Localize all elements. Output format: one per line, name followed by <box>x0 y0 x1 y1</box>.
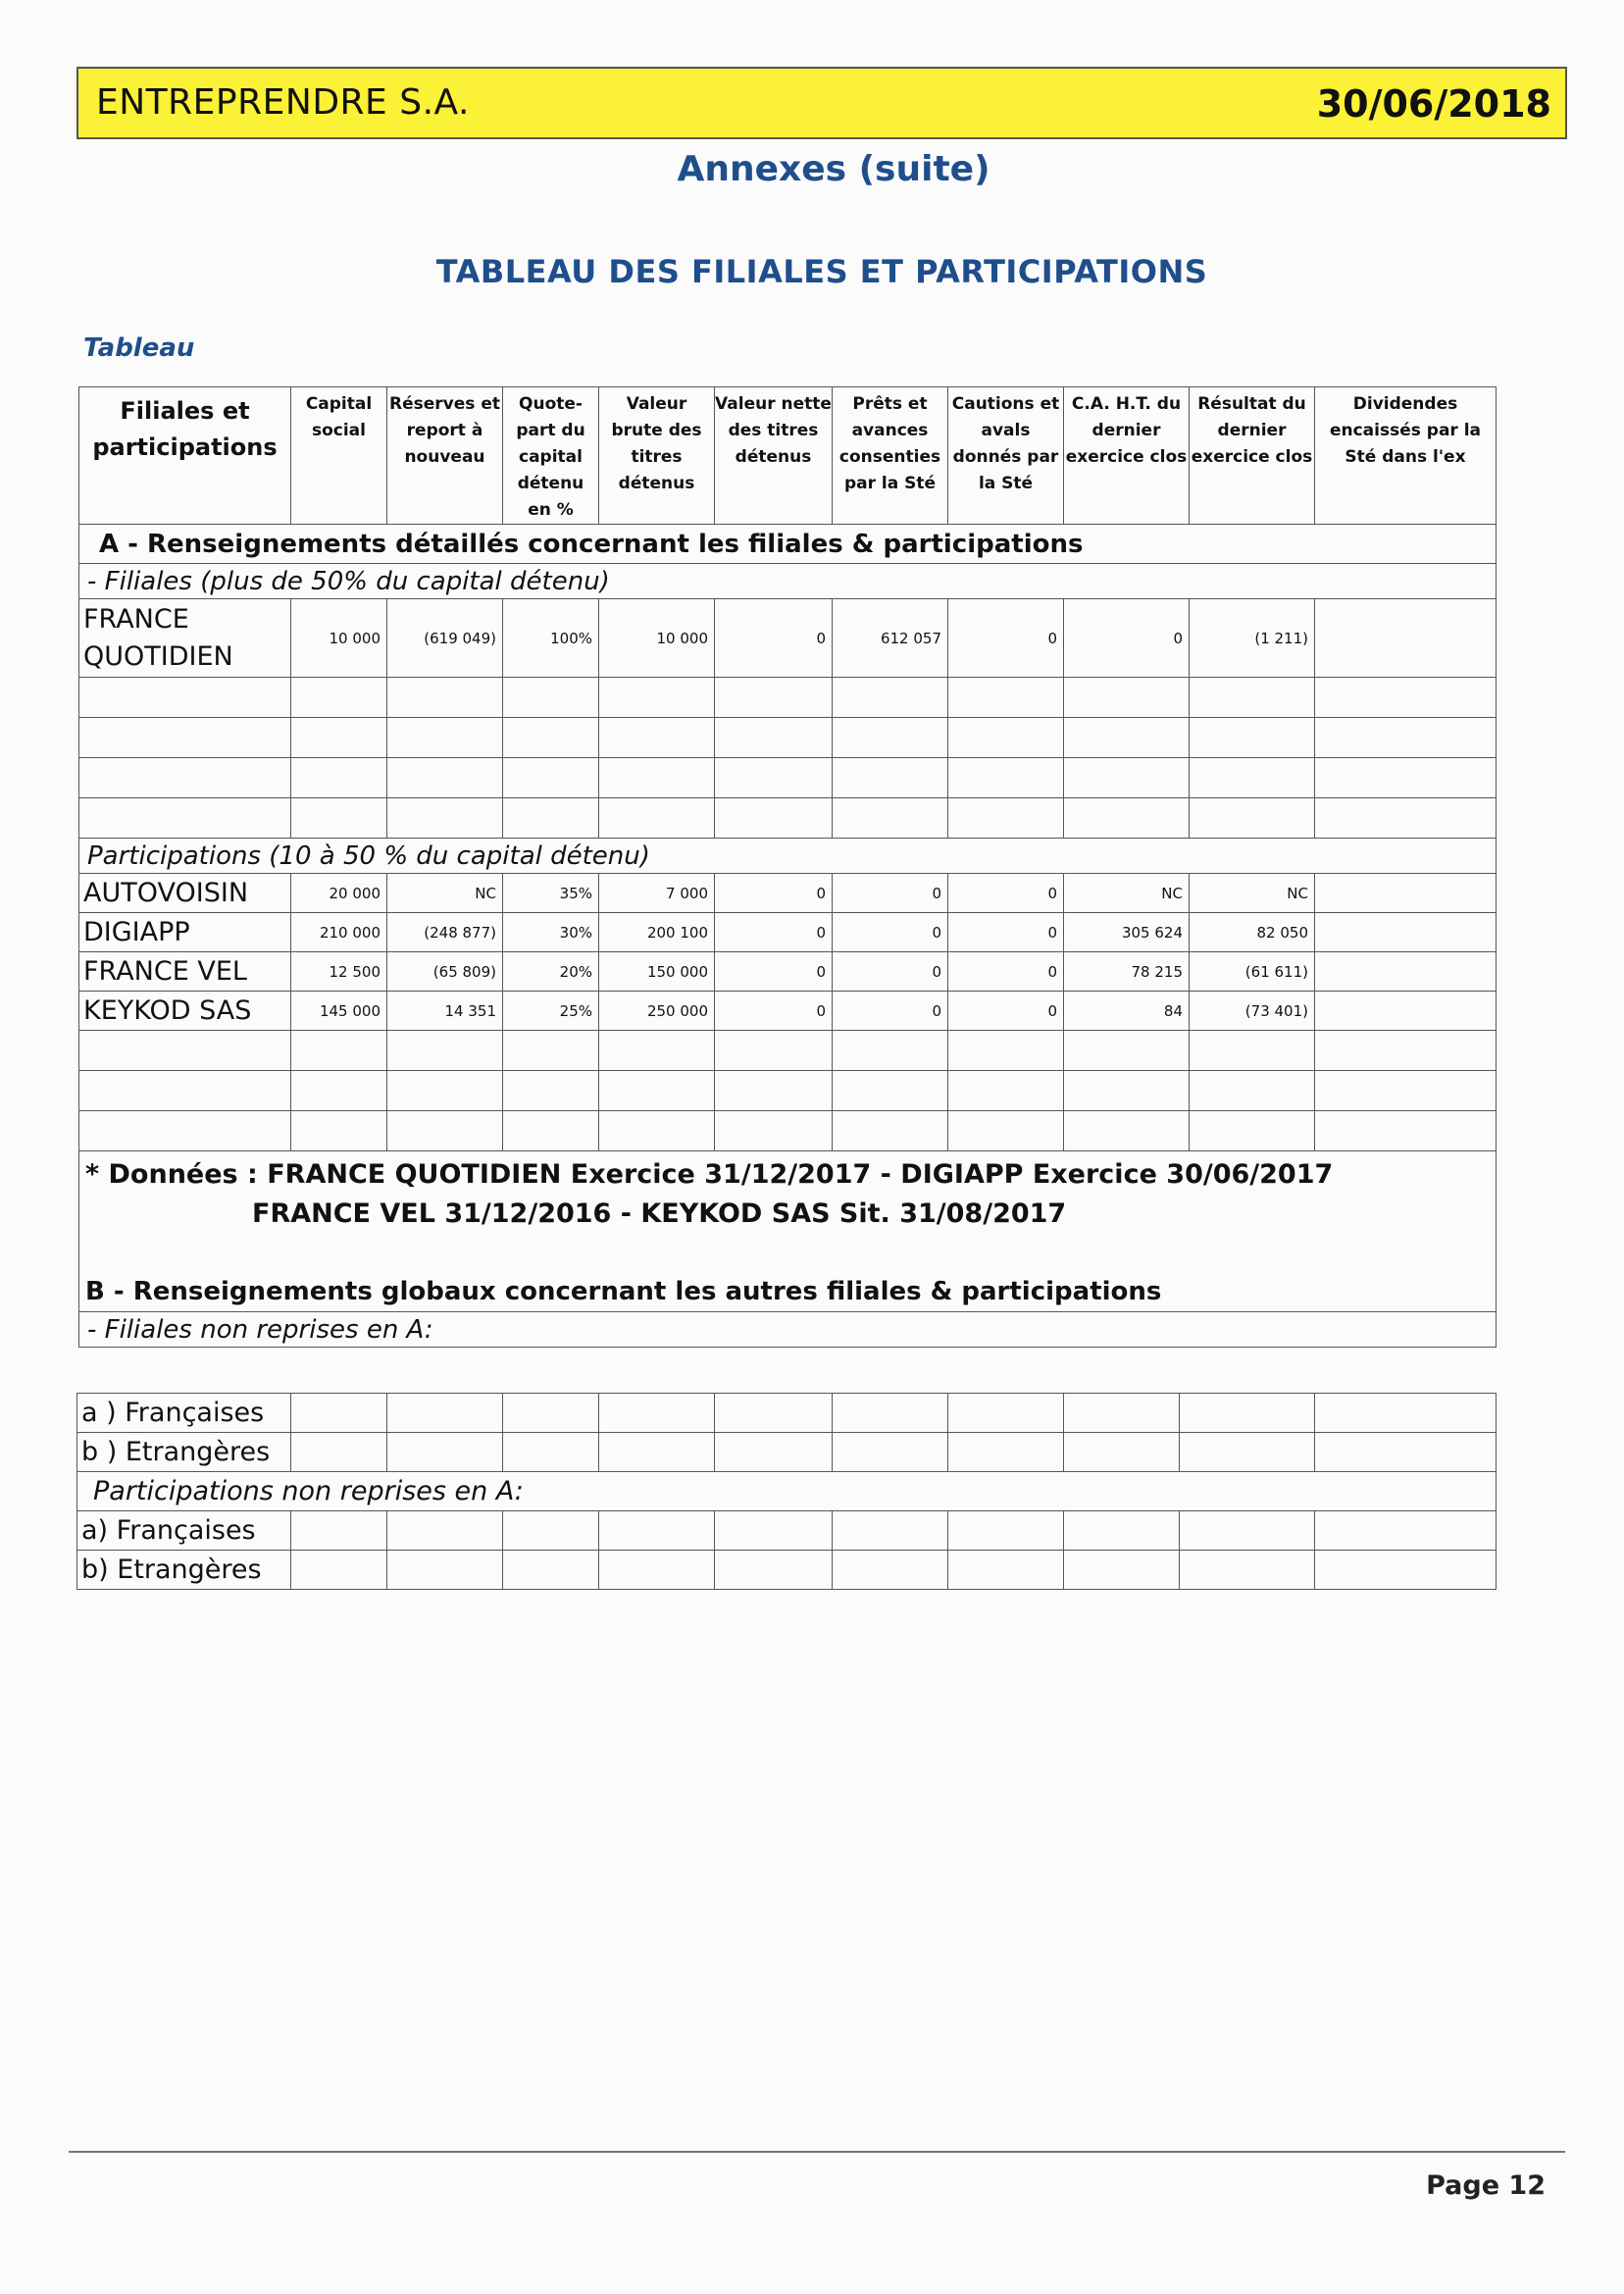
row-label: b ) Etrangères <box>77 1433 291 1472</box>
cell-reserves: (65 809) <box>387 952 503 992</box>
section-b-heading: B - Renseignements globaux concernant les autres filiales & participations <box>85 1277 1162 1306</box>
cell-quote-part: 30% <box>503 913 599 952</box>
cell-cautions: 0 <box>948 599 1064 678</box>
empty-row <box>79 1111 1497 1151</box>
cell-valeur-nette: 0 <box>715 874 833 913</box>
cell-cautions: 0 <box>948 913 1064 952</box>
cell-reserves: 14 351 <box>387 992 503 1031</box>
row-name: FRANCE VEL <box>79 952 291 992</box>
cell-ca: NC <box>1064 874 1190 913</box>
row-label: a) Françaises <box>77 1511 291 1551</box>
cell-prets: 612 057 <box>833 599 948 678</box>
company-name: ENTREPRENDRE S.A. <box>96 82 470 123</box>
row-label: a ) Françaises <box>77 1394 291 1433</box>
other-subsidiaries-table <box>76 1393 1497 1590</box>
row-name: DIGIAPP <box>79 913 291 952</box>
cell-resultat: 82 050 <box>1190 913 1315 952</box>
cell-capital: 10 000 <box>291 599 387 678</box>
cell-resultat: (61 611) <box>1190 952 1315 992</box>
table-row <box>77 1394 1497 1433</box>
subsidiaries-table <box>78 386 1497 1348</box>
col-header: C.A. H.T. du dernier exercice clos <box>1064 387 1190 525</box>
page-subtitle: Annexes (suite) <box>677 149 990 189</box>
table-row <box>79 599 1497 678</box>
row-name: FRANCE QUOTIDIEN <box>79 599 291 678</box>
cell-prets: 0 <box>833 992 948 1031</box>
cell-ca: 0 <box>1064 599 1190 678</box>
col-header: Réserves et report à nouveau <box>387 387 503 525</box>
section-a-heading: A - Renseignements détaillés concernant les filiales & participations <box>79 525 1497 564</box>
empty-row <box>79 678 1497 718</box>
cell-ca: 84 <box>1064 992 1190 1031</box>
cell-capital: 145 000 <box>291 992 387 1031</box>
cell-valeur-brute: 10 000 <box>599 599 715 678</box>
cell-valeur-nette: 0 <box>715 992 833 1031</box>
cell-quote-part: 35% <box>503 874 599 913</box>
col-header: Valeur brute des titres détenus <box>599 387 715 525</box>
cell-resultat: (73 401) <box>1190 992 1315 1031</box>
table-row <box>79 913 1497 952</box>
cell-capital: 210 000 <box>291 913 387 952</box>
col-header: Filiales et participations <box>79 387 291 525</box>
table-row <box>77 1511 1497 1551</box>
filiales-non-reprises-label: - Filiales non reprises en A: <box>79 1312 1497 1348</box>
row-name: AUTOVOISIN <box>79 874 291 913</box>
col-header: Valeur nette des titres détenus <box>715 387 833 525</box>
table-row <box>77 1551 1497 1590</box>
col-header: Résultat du dernier exercice clos <box>1190 387 1315 525</box>
cell-valeur-nette: 0 <box>715 599 833 678</box>
header-bar <box>76 67 1567 139</box>
cell-valeur-nette: 0 <box>715 952 833 992</box>
table-row <box>79 952 1497 992</box>
cell-reserves: (248 877) <box>387 913 503 952</box>
cell-capital: 12 500 <box>291 952 387 992</box>
cell-cautions: 0 <box>948 992 1064 1031</box>
cell-capital: 20 000 <box>291 874 387 913</box>
note-line-2: FRANCE VEL 31/12/2016 - KEYKOD SAS Sit. 31/08/2017 <box>252 1198 1067 1229</box>
cell-reserves: (619 049) <box>387 599 503 678</box>
col-header: Prêts et avances consenties par la Sté <box>833 387 948 525</box>
cell-resultat: NC <box>1190 874 1315 913</box>
page-title: TABLEAU DES FILIALES ET PARTICIPATIONS <box>435 253 1208 290</box>
section-label: Tableau <box>83 333 195 363</box>
cell-valeur-brute: 250 000 <box>599 992 715 1031</box>
cell-quote-part: 20% <box>503 952 599 992</box>
cell-reserves: NC <box>387 874 503 913</box>
page-number: Page 12 <box>1426 2170 1546 2201</box>
cell-valeur-nette: 0 <box>715 913 833 952</box>
cell-prets: 0 <box>833 874 948 913</box>
table-row <box>79 992 1497 1031</box>
footer-divider <box>69 2151 1565 2153</box>
filiales-label: - Filiales (plus de 50% du capital détenu) <box>79 564 1497 599</box>
row-name: KEYKOD SAS <box>79 992 291 1031</box>
cell-valeur-brute: 150 000 <box>599 952 715 992</box>
row-label: b) Etrangères <box>77 1551 291 1590</box>
note-line-1: * Données : FRANCE QUOTIDIEN Exercice 31/12/2017 - DIGIAPP Exercice 30/06/2017 <box>85 1159 1334 1190</box>
cell-dividendes <box>1315 952 1497 992</box>
report-date: 30/06/2018 <box>1316 82 1551 126</box>
empty-row <box>79 718 1497 758</box>
cell-valeur-brute: 200 100 <box>599 913 715 952</box>
table-header-row <box>79 387 1497 525</box>
cell-dividendes <box>1315 874 1497 913</box>
cell-cautions: 0 <box>948 952 1064 992</box>
participations-label: Participations (10 à 50 % du capital détenu) <box>79 839 1497 874</box>
col-header: Quote-part du capital détenu en % <box>503 387 599 525</box>
empty-row <box>79 1031 1497 1071</box>
col-header: Dividendes encaissés par la Sté dans l'ex <box>1315 387 1497 525</box>
table-row <box>77 1433 1497 1472</box>
col-header: Capital social <box>291 387 387 525</box>
notes-block <box>79 1151 1497 1312</box>
empty-row <box>79 798 1497 839</box>
cell-valeur-brute: 7 000 <box>599 874 715 913</box>
cell-prets: 0 <box>833 952 948 992</box>
cell-dividendes <box>1315 992 1497 1031</box>
cell-resultat: (1 211) <box>1190 599 1315 678</box>
cell-prets: 0 <box>833 913 948 952</box>
empty-row <box>79 1071 1497 1111</box>
cell-ca: 305 624 <box>1064 913 1190 952</box>
empty-row <box>79 758 1497 798</box>
cell-cautions: 0 <box>948 874 1064 913</box>
cell-ca: 78 215 <box>1064 952 1190 992</box>
participations-non-reprises-label: Participations non reprises en A: <box>77 1472 1497 1511</box>
cell-quote-part: 100% <box>503 599 599 678</box>
col-header: Cautions et avals donnés par la Sté <box>948 387 1064 525</box>
table-row <box>79 874 1497 913</box>
cell-quote-part: 25% <box>503 992 599 1031</box>
cell-dividendes <box>1315 599 1497 678</box>
cell-dividendes <box>1315 913 1497 952</box>
